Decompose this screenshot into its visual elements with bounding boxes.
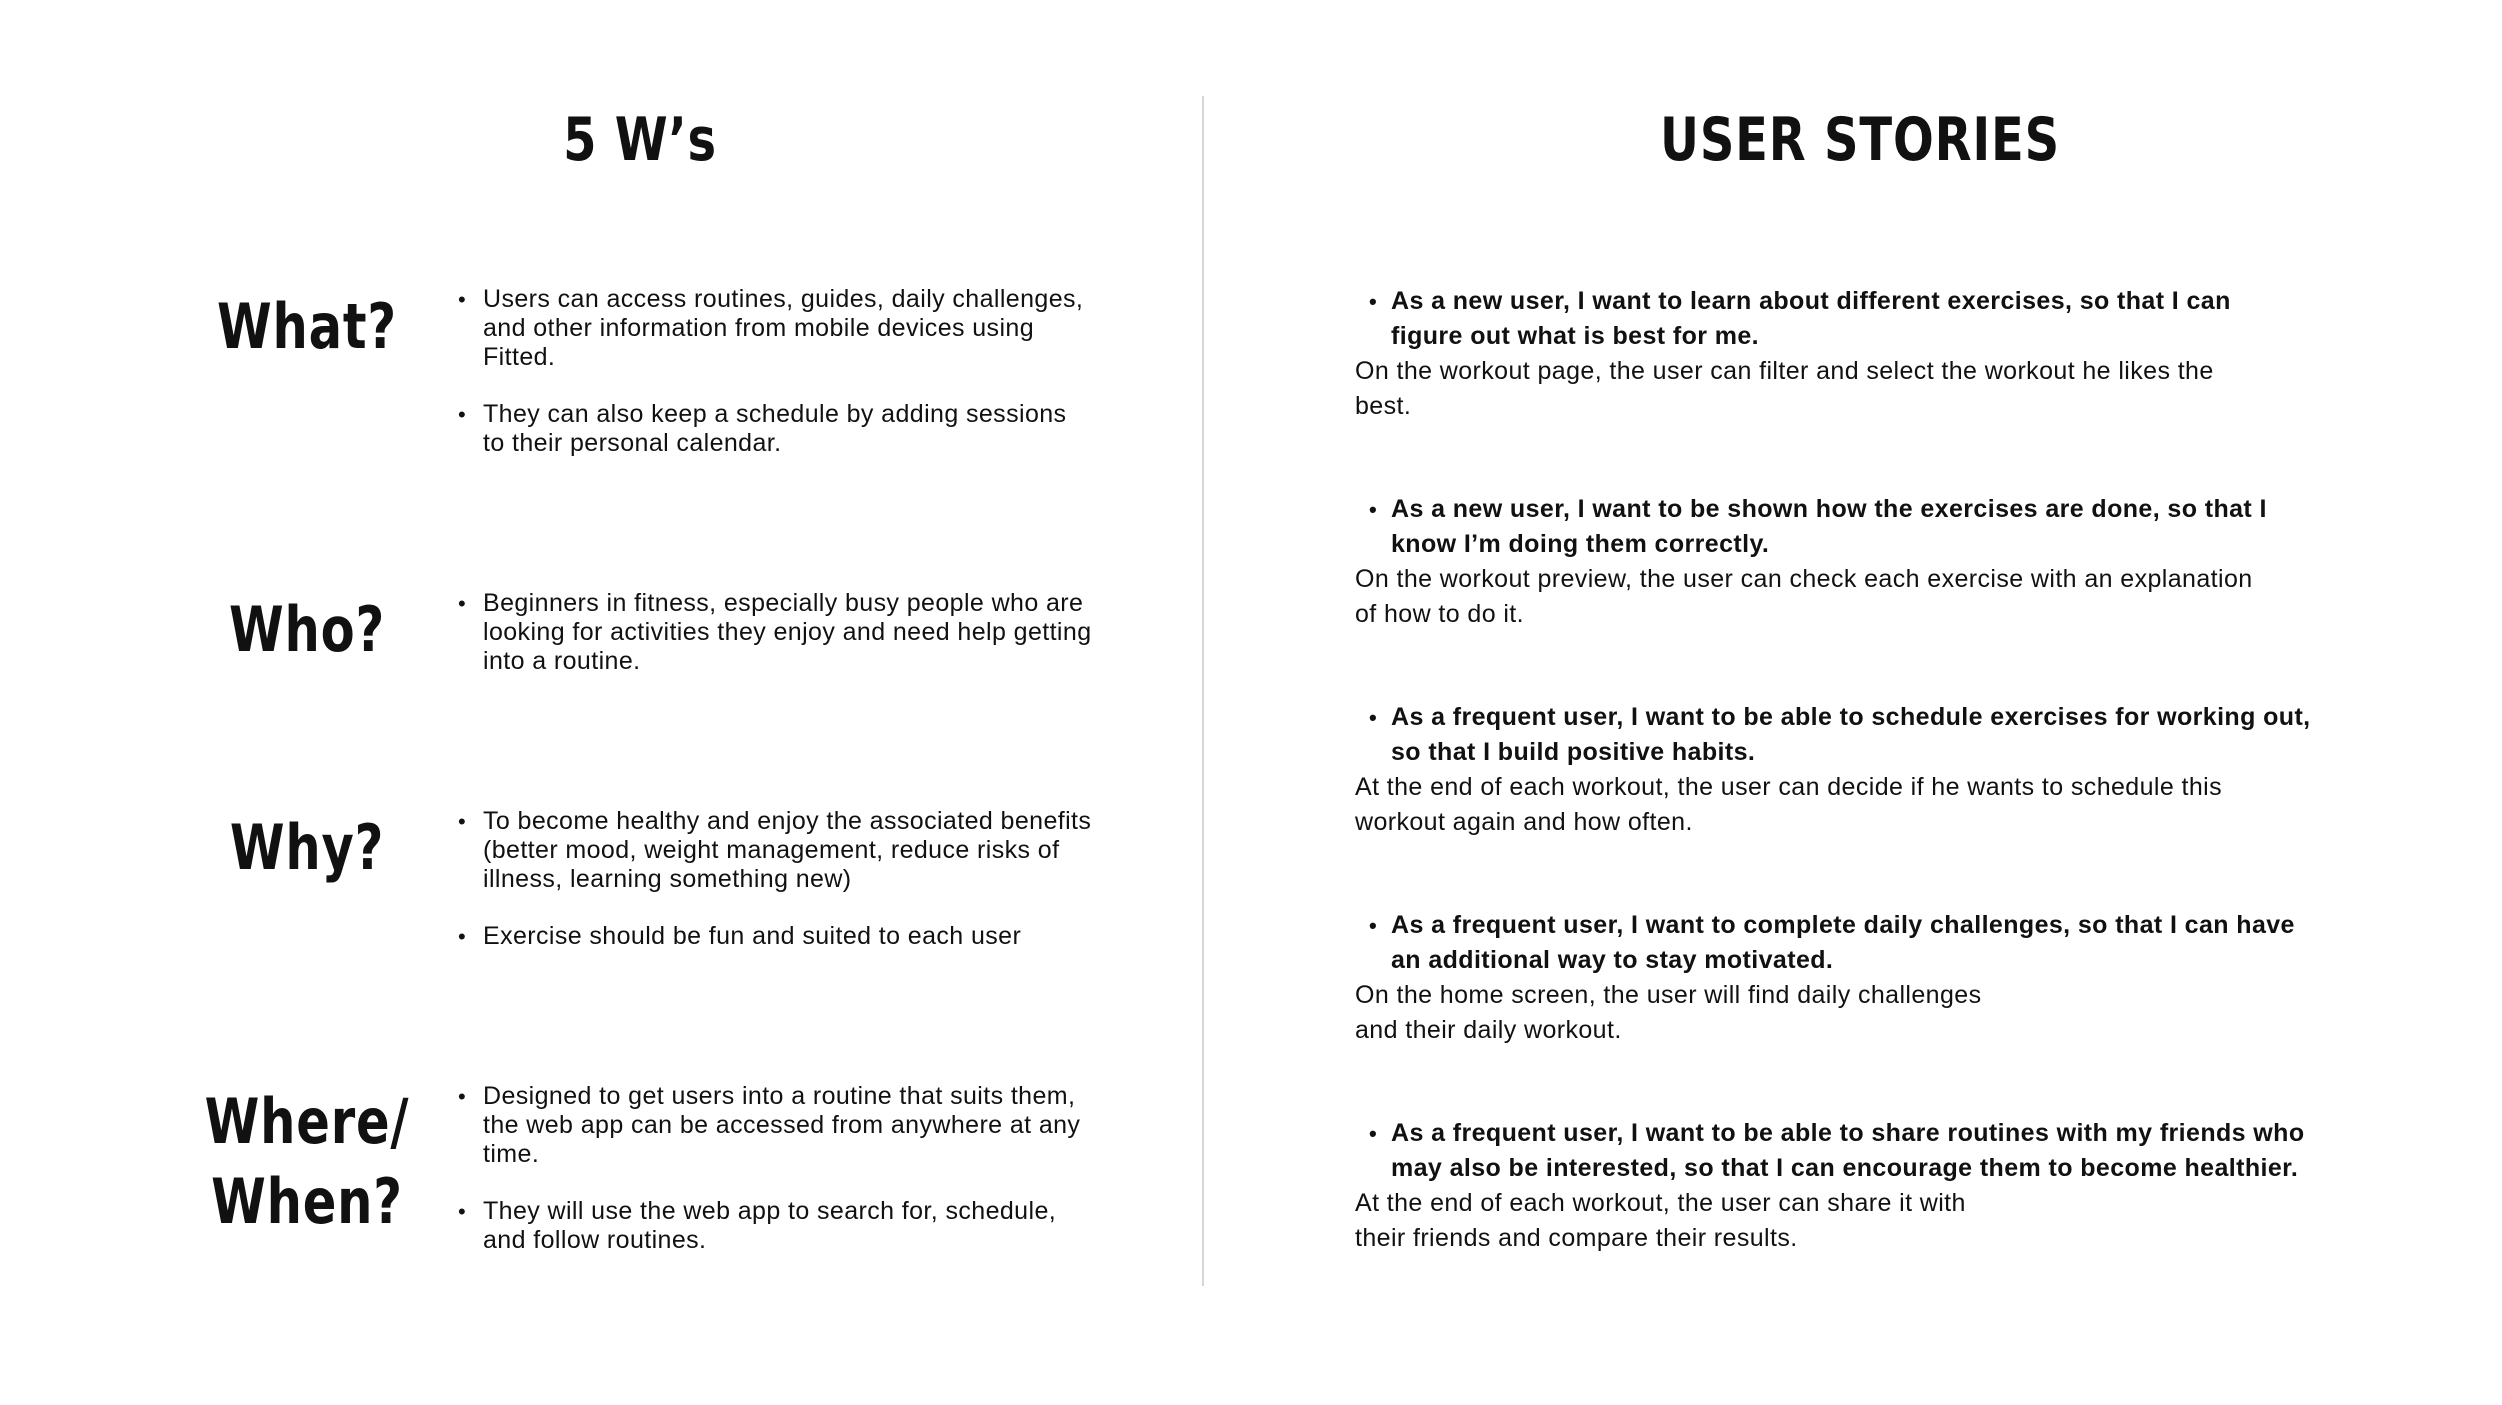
- story-title-line: As a new user, I want to be shown how the exercises are done, so that I: [1391, 495, 2267, 523]
- column-divider: [1202, 96, 1204, 1286]
- story-title: [1355, 908, 2355, 978]
- when-label-line: When?: [211, 1165, 403, 1238]
- story-desc-line: On the workout page, the user can filter and select the workout he likes the: [1355, 357, 2214, 385]
- story-title-line: may also be interested, so that I can encourage them to become healthier.: [1391, 1154, 2299, 1182]
- story-description: [1355, 978, 2355, 1048]
- who-points: [454, 589, 1094, 676]
- user-story: [1355, 284, 2355, 424]
- list-item: • To become healthy and enjoy the associated benefits (better mood, weight management, reduce risks of illness, learning something new): [454, 807, 1094, 894]
- story-title-line: an additional way to stay motivated.: [1391, 946, 1834, 974]
- list-item: • They can also keep a schedule by adding sessions to their personal calendar.: [454, 400, 1094, 458]
- five-ws-heading: 5 W’s: [563, 105, 717, 175]
- story-title-line: As a new user, I want to learn about different exercises, so that I can: [1391, 287, 2231, 315]
- story-description: [1355, 1186, 2355, 1256]
- story-desc-line: At the end of each workout, the user can share it with: [1355, 1189, 1966, 1217]
- list-item: • Designed to get users into a routine that suits them, the web app can be accessed from anywhere at any time.: [454, 1082, 1094, 1169]
- story-description: [1355, 562, 2355, 632]
- list-item: • Users can access routines, guides, daily challenges, and other information from mobile devices using Fitted.: [454, 285, 1094, 372]
- story-desc-line: On the home screen, the user will find daily challenges: [1355, 981, 1982, 1009]
- story-desc-line: On the workout preview, the user can check each exercise with an explanation: [1355, 565, 2253, 593]
- story-title: [1355, 1116, 2355, 1186]
- story-desc-line: workout again and how often.: [1355, 808, 1693, 836]
- story-description: [1355, 770, 2355, 840]
- list-item: • They will use the web app to search for, schedule, and follow routines.: [454, 1197, 1094, 1255]
- story-desc-line: best.: [1355, 392, 1412, 420]
- story-title-line: As a frequent user, I want to complete daily challenges, so that I can have: [1391, 911, 2295, 939]
- why-label: Why?: [229, 811, 385, 884]
- story-title-line: know I’m doing them correctly.: [1391, 530, 1770, 558]
- story-title: [1355, 492, 2355, 562]
- story-desc-line: their friends and compare their results.: [1355, 1224, 1798, 1252]
- what-points: [454, 285, 1094, 458]
- story-desc-line: of how to do it.: [1355, 600, 1524, 628]
- where-when-label: [175, 1082, 439, 1242]
- where-label-line: Where/: [204, 1085, 410, 1158]
- user-story: [1355, 1116, 2355, 1256]
- story-desc-line: At the end of each workout, the user can decide if he wants to schedule this: [1355, 773, 2223, 801]
- story-title: [1355, 700, 2355, 770]
- user-story: [1355, 492, 2355, 632]
- user-story: [1355, 908, 2355, 1048]
- story-title-line: so that I build positive habits.: [1391, 738, 1756, 766]
- story-desc-line: and their daily workout.: [1355, 1016, 1622, 1044]
- list-item: • Exercise should be fun and suited to each user: [454, 922, 1094, 951]
- user-story: [1355, 700, 2355, 840]
- who-label: Who?: [228, 593, 386, 666]
- story-title: [1355, 284, 2355, 354]
- why-points: [454, 807, 1094, 951]
- story-description: [1355, 354, 2355, 424]
- list-item: • Beginners in fitness, especially busy people who are looking for activities they enjoy and need help getting into a routine.: [454, 589, 1094, 676]
- user-stories-heading: USER STORIES: [1660, 105, 2060, 175]
- where-when-points: [454, 1082, 1094, 1255]
- what-label: What?: [217, 290, 397, 363]
- story-title-line: As a frequent user, I want to be able to share routines with my friends who: [1391, 1119, 2305, 1147]
- story-title-line: As a frequent user, I want to be able to schedule exercises for working out,: [1391, 703, 2311, 731]
- story-title-line: figure out what is best for me.: [1391, 322, 1759, 350]
